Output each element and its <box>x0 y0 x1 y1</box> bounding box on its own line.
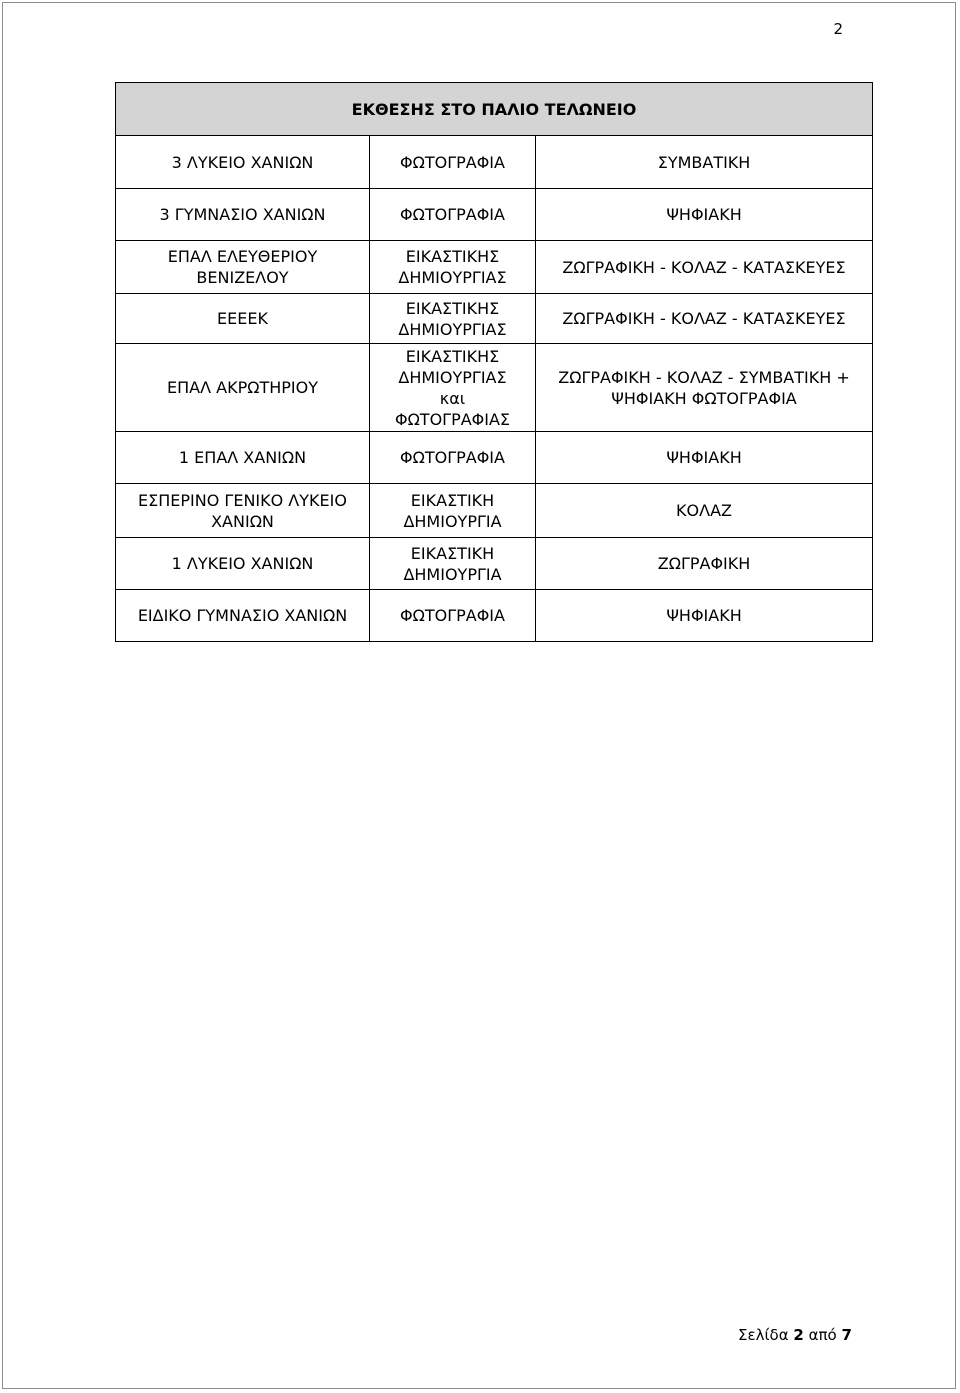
school-cell: ΕΣΠΕΡΙΝΟ ΓΕΝΙΚΟ ΛΥΚΕΙΟ ΧΑΝΙΩΝ <box>116 484 370 538</box>
footer-prefix: Σελίδα <box>738 1326 789 1344</box>
table-row <box>116 241 873 294</box>
school-cell: ΕΙΔΙΚΟ ΓΥΜΝΑΣΙΟ ΧΑΝΙΩΝ <box>116 590 370 642</box>
table-row <box>116 590 873 642</box>
type-cell: ΖΩΓΡΑΦΙΚΗ - ΚΟΛΑΖ - ΚΑΤΑΣΚΕΥΕΣ <box>536 241 873 294</box>
type-cell: ΨΗΦΙΑΚΗ <box>536 432 873 484</box>
table-row <box>116 538 873 590</box>
exhibition-table <box>115 82 873 642</box>
category-cell: ΕΙΚΑΣΤΙΚΗΣ ΔΗΜΙΟΥΡΓΙΑΣ και ΦΩΤΟΓΡΑΦΙΑΣ <box>370 344 536 432</box>
type-cell: ΖΩΓΡΑΦΙΚΗ <box>536 538 873 590</box>
type-cell: ΨΗΦΙΑΚΗ <box>536 590 873 642</box>
category-cell: ΕΙΚΑΣΤΙΚΗ ΔΗΜΙΟΥΡΓΙΑ <box>370 484 536 538</box>
type-cell: ΖΩΓΡΑΦΙΚΗ - ΚΟΛΑΖ - ΚΑΤΑΣΚΕΥΕΣ <box>536 294 873 344</box>
footer-current-page: 2 <box>793 1326 804 1344</box>
school-cell: 3 ΓΥΜΝΑΣΙΟ ΧΑΝΙΩΝ <box>116 189 370 241</box>
category-cell: ΕΙΚΑΣΤΙΚΗ ΔΗΜΙΟΥΡΓΙΑ <box>370 538 536 590</box>
page-number: 2 <box>833 20 843 38</box>
school-cell: 1 ΛΥΚΕΙΟ ΧΑΝΙΩΝ <box>116 538 370 590</box>
school-cell: 3 ΛΥΚΕΙΟ ΧΑΝΙΩΝ <box>116 136 370 189</box>
school-cell: ΕΕΕΕΚ <box>116 294 370 344</box>
school-cell: ΕΠΑΛ ΕΛΕΥΘΕΡΙΟΥ ΒΕΝΙΖΕΛΟΥ <box>116 241 370 294</box>
table-row <box>116 294 873 344</box>
category-cell: ΦΩΤΟΓΡΑΦΙΑ <box>370 432 536 484</box>
category-cell: ΕΙΚΑΣΤΙΚΗΣ ΔΗΜΙΟΥΡΓΙΑΣ <box>370 241 536 294</box>
school-cell: 1 ΕΠΑΛ ΧΑΝΙΩΝ <box>116 432 370 484</box>
table-row <box>116 484 873 538</box>
type-cell: ΖΩΓΡΑΦΙΚΗ - ΚΟΛΑΖ - ΣΥΜΒΑΤΙΚΗ + ΨΗΦΙΑΚΗ ΦΩΤΟΓΡΑΦΙΑ <box>536 344 873 432</box>
table-row <box>116 136 873 189</box>
type-cell: ΣΥΜΒΑΤΙΚΗ <box>536 136 873 189</box>
table-title: ΕΚΘΕΣΗΣ ΣΤΟ ΠΑΛΙΟ ΤΕΛΩΝΕΙΟ <box>116 83 873 136</box>
table-row <box>116 432 873 484</box>
footer-total-pages: 7 <box>841 1326 852 1344</box>
footer-of: από <box>808 1326 837 1344</box>
table-row <box>116 344 873 432</box>
type-cell: ΚΟΛΑΖ <box>536 484 873 538</box>
type-cell: ΨΗΦΙΑΚΗ <box>536 189 873 241</box>
category-cell: ΦΩΤΟΓΡΑΦΙΑ <box>370 590 536 642</box>
page-footer <box>738 1326 852 1344</box>
table-row <box>116 189 873 241</box>
category-cell: ΦΩΤΟΓΡΑΦΙΑ <box>370 189 536 241</box>
category-cell: ΦΩΤΟΓΡΑΦΙΑ <box>370 136 536 189</box>
school-cell: ΕΠΑΛ ΑΚΡΩΤΗΡΙΟΥ <box>116 344 370 432</box>
category-cell: ΕΙΚΑΣΤΙΚΗΣ ΔΗΜΙΟΥΡΓΙΑΣ <box>370 294 536 344</box>
